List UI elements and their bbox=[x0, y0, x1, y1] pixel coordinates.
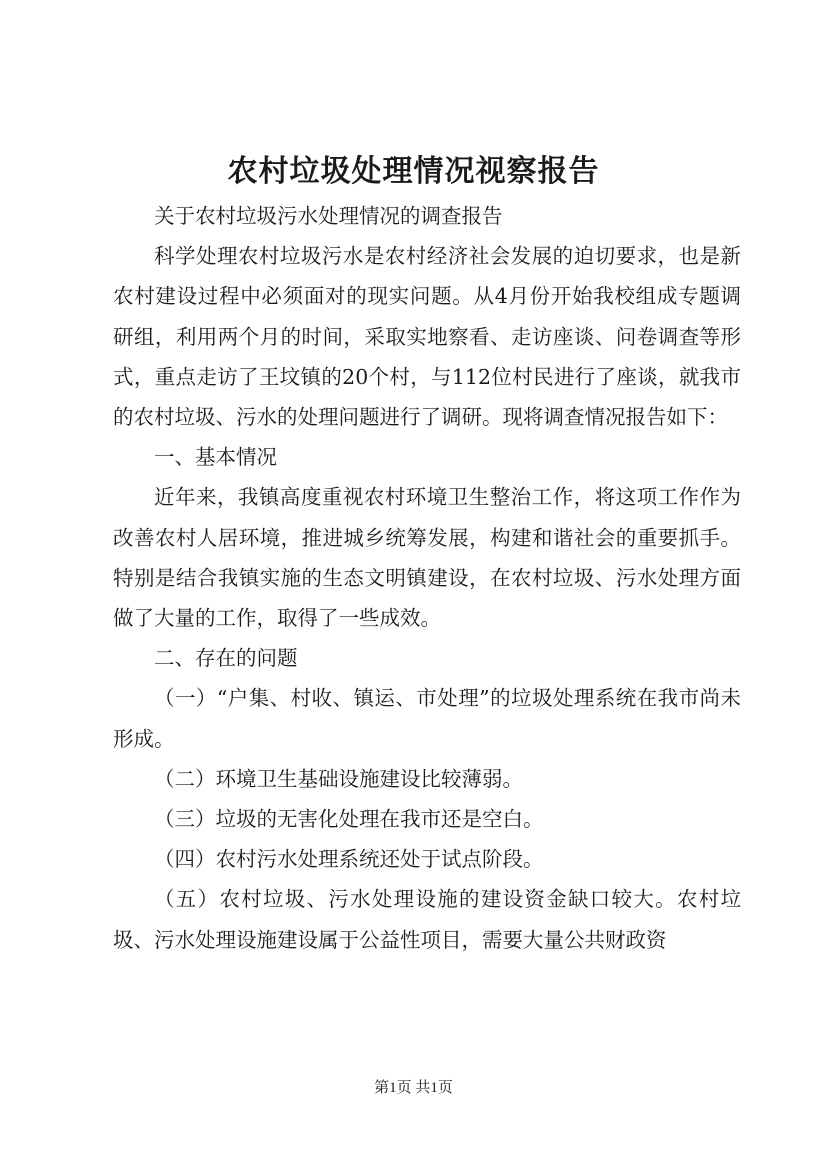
document-title: 农村垃圾处理情况视察报告 bbox=[227, 154, 600, 189]
intro-paragraph: 科学处理农村垃圾污水是农村经济社会发展的迫切要求，也是新农村建设过程中必须面对的现实问题。从4月份开始我校组成专题调研组，利用两个月的时间，采取实地察看、走访座谈、问卷调查等形式，重点走访了王坟镇的20个村，与112位村民进行了座谈，就我市的农村垃圾、污水的处理问题进行了调研。现将调查情况报告如下： bbox=[113, 244, 741, 430]
problem-item-5: （五）农村垃圾、污水处理设施的建设资金缺口较大。农村垃圾、污水处理设施建设属于公益性项目，需要大量公共财政资 bbox=[113, 887, 741, 952]
document-body bbox=[113, 196, 741, 960]
problem-item-3: （三）垃圾的无害化处理在我市还是空白。 bbox=[154, 807, 544, 832]
report-subtitle-paragraph: 关于农村垃圾污水处理情况的调查报告 bbox=[154, 204, 503, 228]
section-heading-basic-situation: 一、基本情况 bbox=[154, 445, 277, 470]
problem-item-4: （四）农村污水处理系统还处于试点阶段。 bbox=[154, 847, 544, 872]
page-footer: 第1页 共1页 bbox=[374, 1080, 453, 1096]
basic-situation-paragraph: 近年来，我镇高度重视农村环境卫生整治工作，将这项工作作为改善农村人居环境，推进城乡统筹发展，构建和谐社会的重要抓手。特别是结合我镇实施的生态文明镇建设，在农村垃圾、污水处理方面做了大量的工作，取得了一些成效。 bbox=[113, 485, 741, 631]
problem-item-1: （一）“户集、村收、镇运、市处理”的垃圾处理系统在我市尚未形成。 bbox=[113, 686, 741, 751]
section-heading-problems: 二、存在的问题 bbox=[154, 646, 298, 671]
problem-item-2: （二）环境卫生基础设施建设比较薄弱。 bbox=[154, 766, 523, 791]
